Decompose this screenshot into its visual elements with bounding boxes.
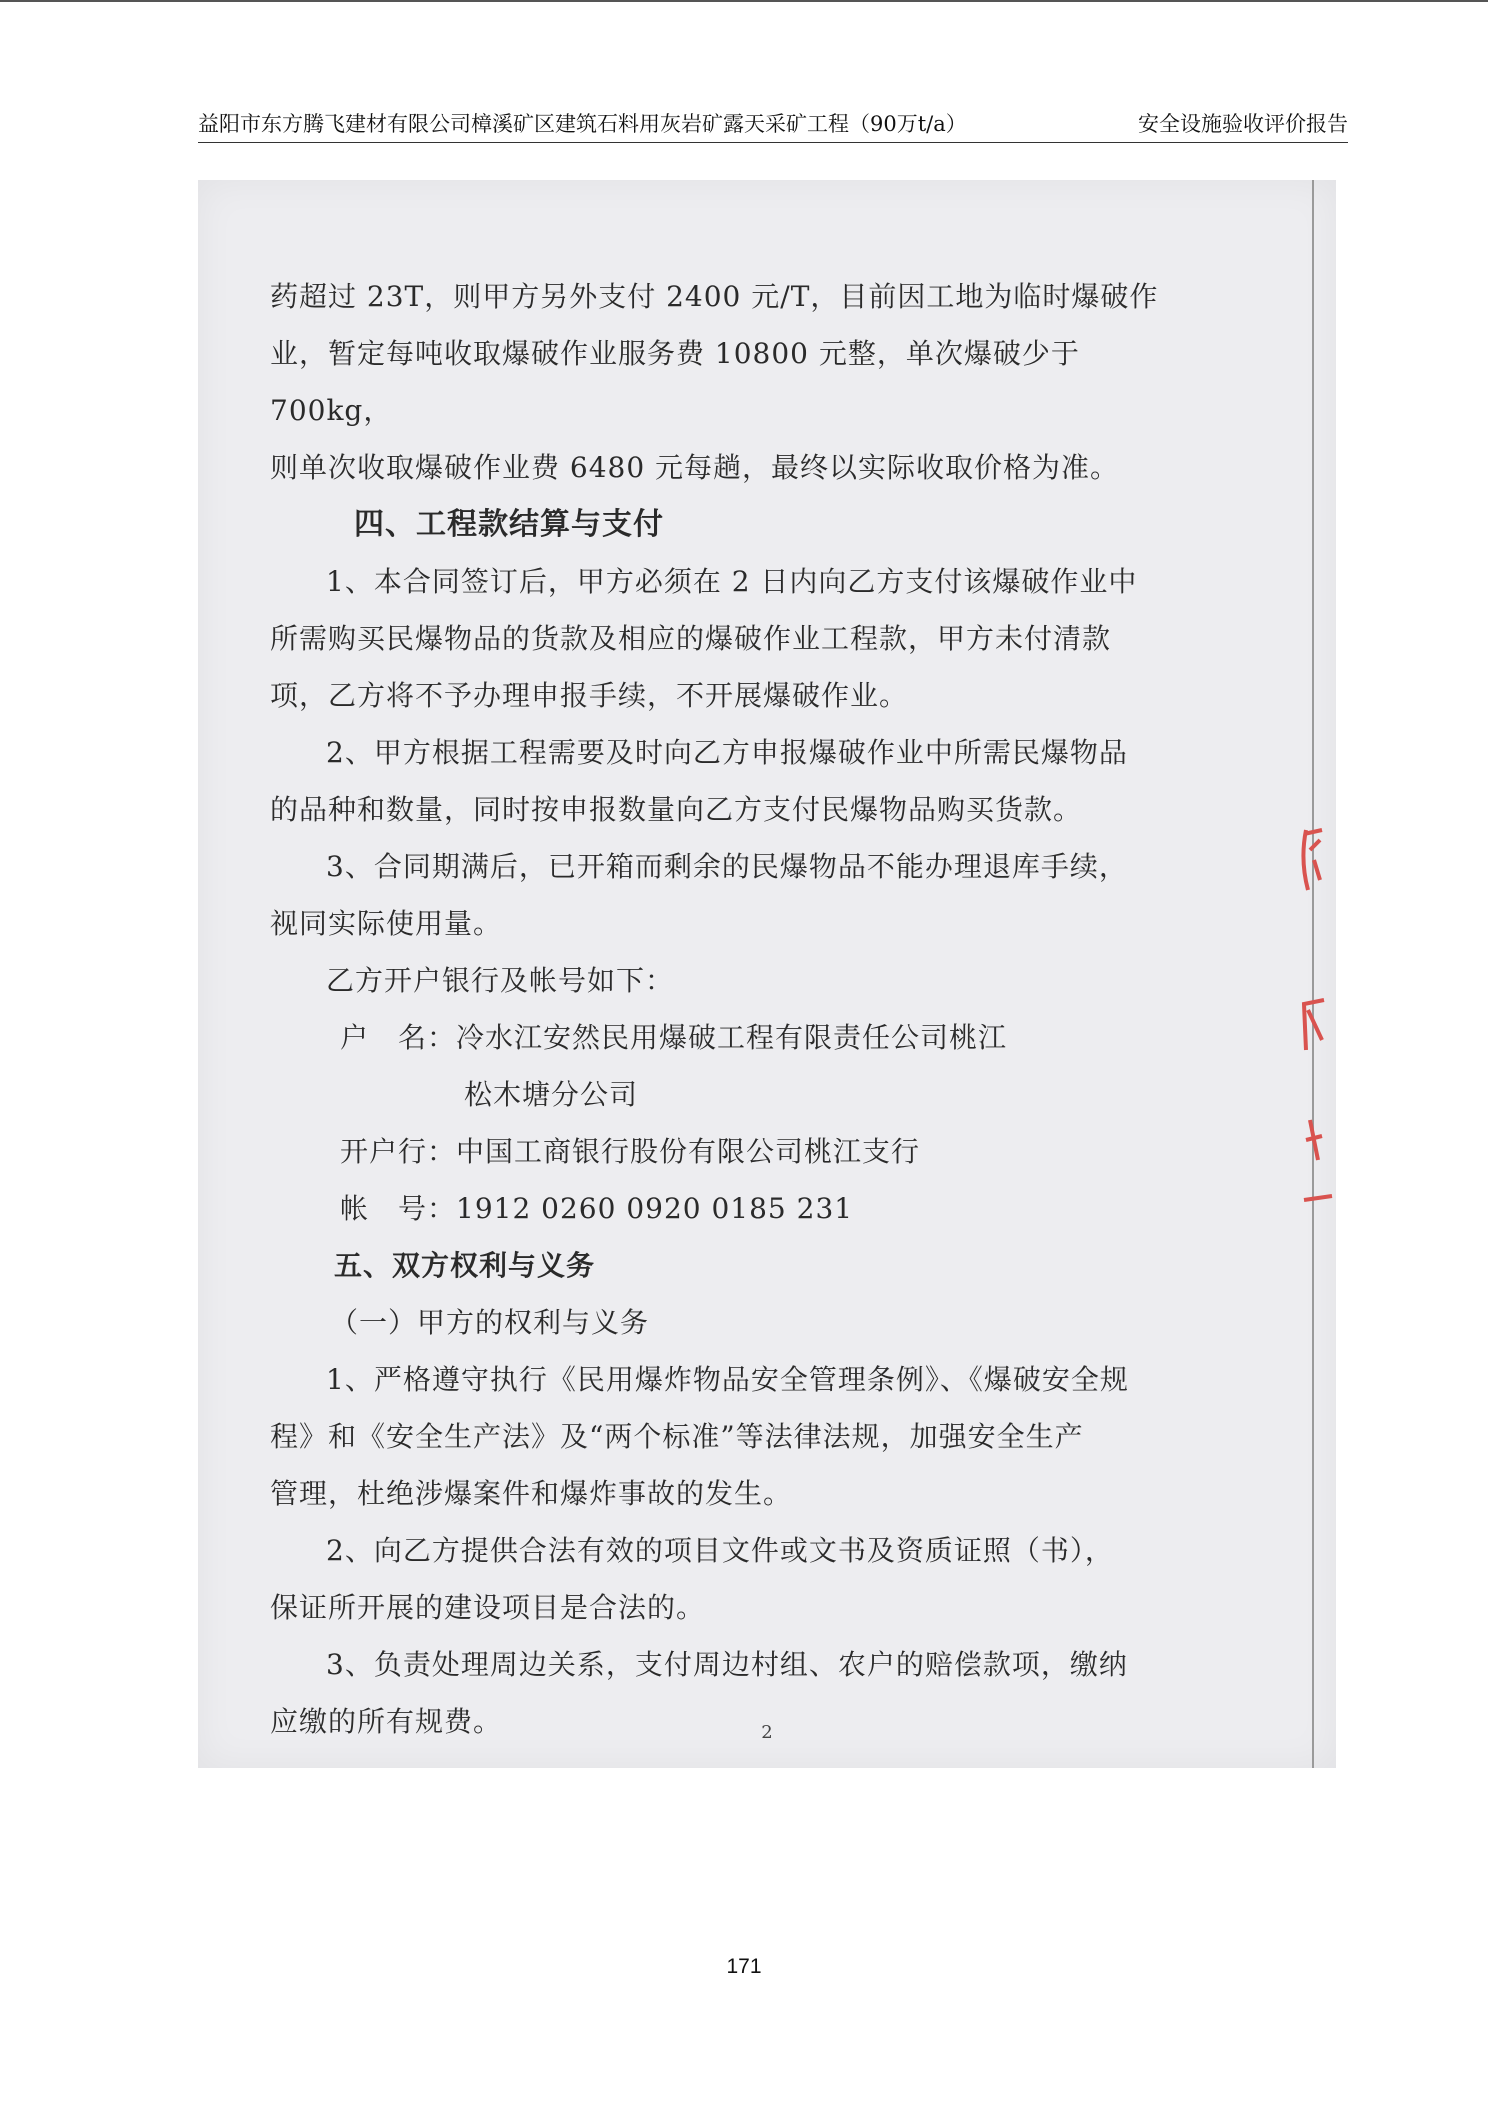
- page-number: 171: [726, 1955, 762, 1978]
- s4-clause-1-line: 1、本合同签订后，甲方必须在 2 日内向乙方支付该爆破作业中: [326, 565, 1138, 598]
- s4-clause-2-line: 的品种和数量，同时按申报数量向乙方支付民爆物品购买货款。: [270, 793, 1083, 826]
- s5-clause-1-line: 程》和《安全生产法》及“两个标准”等法律法规，加强安全生产: [270, 1420, 1084, 1453]
- header-report-title: 安全设施验收评价报告: [1138, 112, 1348, 136]
- s5-clause-3-line: 3、负责处理周边关系，支付周边村组、农户的赔偿款项，缴纳: [326, 1648, 1128, 1681]
- bank-intro: 乙方开户银行及帐号如下：: [326, 964, 675, 997]
- scan-page-number: 2: [761, 1722, 773, 1743]
- s5-clause-2-line: 2、向乙方提供合法有效的项目文件或文书及资质证照（书），: [326, 1534, 1114, 1567]
- header-project-title: 益阳市东方腾飞建材有限公司樟溪矿区建筑石料用灰岩矿露天采矿工程（90万t/a）: [198, 112, 967, 136]
- s5-clause-1-line: 管理，杜绝涉爆案件和爆炸事故的发生。: [270, 1477, 793, 1510]
- section-4-heading: 四、工程款结算与支付: [354, 507, 664, 542]
- s4-clause-1-line: 项，乙方将不予办理申报手续，不开展爆破作业。: [270, 679, 909, 712]
- section-5-subheading: （一）甲方的权利与义务: [330, 1306, 650, 1339]
- bank-account-name: 户 名：冷水江安然民用爆破工程有限责任公司桃江: [340, 1021, 1008, 1054]
- s5-clause-3-line: 应缴的所有规费。: [270, 1705, 503, 1738]
- text-line: 药超过 23T，则甲方另外支付 2400 元/T，目前因工地为临时爆破作: [270, 280, 1159, 313]
- contract-body: [270, 268, 1200, 1750]
- s5-clause-1-line: 1、严格遵守执行《民用爆炸物品安全管理条例》、《爆破安全规: [326, 1363, 1129, 1396]
- s4-clause-3-line: 视同实际使用量。: [270, 907, 503, 940]
- s5-clause-2-line: 保证所开展的建设项目是合法的。: [270, 1591, 706, 1624]
- bank-account-number: 帐 号：1912 0260 0920 0185 231: [340, 1192, 854, 1225]
- section-5-heading: 五、双方权利与义务: [334, 1249, 596, 1282]
- s4-clause-1-line: 所需购买民爆物品的货款及相应的爆破作业工程款，甲方未付清款: [270, 622, 1112, 655]
- bank-branch: 开户行：中国工商银行股份有限公司桃江支行: [340, 1135, 921, 1168]
- page-header: [198, 104, 1348, 143]
- scanned-contract-page: [198, 180, 1336, 1768]
- s4-clause-2-line: 2、甲方根据工程需要及时向乙方申报爆破作业中所需民爆物品: [326, 736, 1128, 769]
- s4-clause-3-line: 3、合同期满后，已开箱而剩余的民爆物品不能办理退库手续，: [326, 850, 1128, 883]
- text-line: 则单次收取爆破作业费 6480 元每趟，最终以实际收取价格为准。: [270, 451, 1120, 484]
- text-line: 业，暂定每吨收取爆破作业服务费 10800 元整，单次爆破少于 700kg，: [270, 337, 1080, 427]
- top-border: [0, 0, 1488, 2]
- red-seal-stamp-fragment: [1296, 800, 1334, 1230]
- bank-account-name-cont: 松木塘分公司: [464, 1078, 639, 1111]
